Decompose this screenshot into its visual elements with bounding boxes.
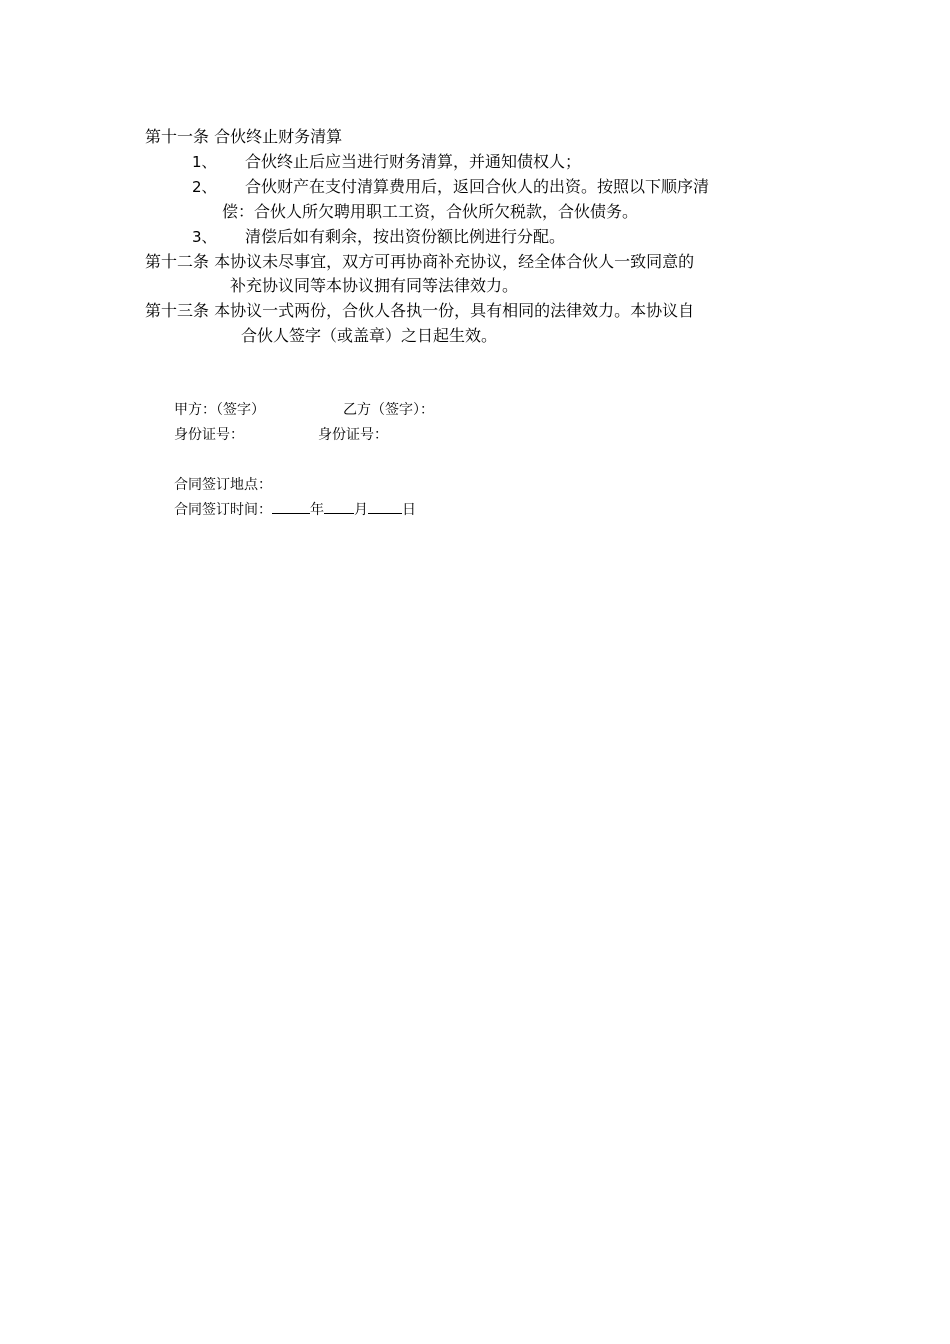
- contract-time-label: 合同签订时间：: [174, 502, 272, 518]
- article-11-item-2-continuation: 偿：合伙人所欠聘用职工工资，合伙所欠税款，合伙债务。: [222, 202, 639, 221]
- party-a-id-label: 身份证号：: [174, 427, 244, 443]
- party-a-signature-label: 甲方：（签字）: [174, 402, 265, 418]
- year-blank[interactable]: [272, 499, 310, 514]
- article-11-item-1-number: 1、: [192, 153, 217, 171]
- year-label: 年: [310, 502, 324, 518]
- day-blank[interactable]: [368, 499, 402, 514]
- article-11-item-1-text: 合伙终止后应当进行财务清算，并通知债权人；: [245, 152, 582, 171]
- article-11-heading: 第十一条 合伙终止财务清算: [145, 127, 343, 146]
- article-11-item-3-text: 清偿后如有剩余，按出资份额比例进行分配。: [245, 227, 566, 246]
- contract-place-label: 合同签订地点：: [174, 477, 272, 493]
- day-label: 日: [402, 502, 416, 518]
- month-blank[interactable]: [324, 499, 354, 514]
- party-b-signature-label: 乙方（签字）：: [343, 402, 434, 418]
- article-11-item-3-number: 3、: [192, 228, 217, 246]
- article-11-item-2-number: 2、: [192, 178, 217, 196]
- article-13-line-1: 第十三条 本协议一式两份，合伙人各执一份，具有相同的法律效力。本协议自: [145, 301, 695, 320]
- article-13-line-2: 合伙人签字（或盖章）之日起生效。: [241, 326, 498, 345]
- article-12-line-2: 补充协议同等本协议拥有同等法律效力。: [230, 276, 519, 295]
- month-label: 月: [354, 502, 368, 518]
- article-12-line-1: 第十二条 本协议未尽事宜，双方可再协商补充协议，经全体合伙人一致同意的: [145, 252, 695, 271]
- contract-date-line: [174, 499, 416, 520]
- party-b-id-label: 身份证号：: [318, 427, 388, 443]
- article-11-item-2-text: 合伙财产在支付清算费用后，返回合伙人的出资。按照以下顺序清: [245, 177, 710, 196]
